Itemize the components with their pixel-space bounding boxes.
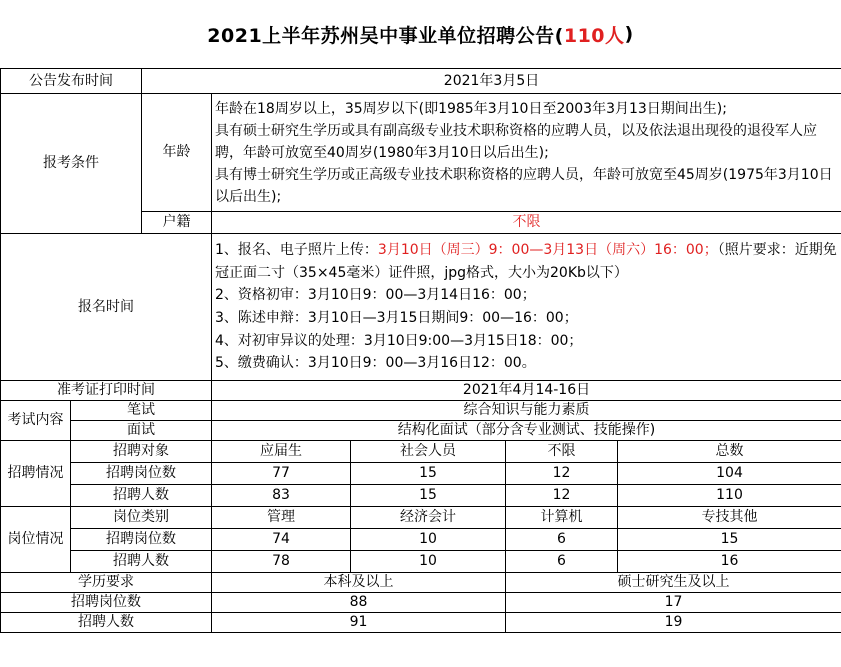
recruit-cell: 110 (618, 485, 841, 507)
age-line-3: 具有博士研究生学历或正高级专业技术职称资格的应聘人员，年龄可放宽至45周岁(1975年3月10日以后出生); (215, 166, 833, 205)
positions-header-3: 计算机 (506, 507, 618, 529)
recruit-header-1: 应届生 (212, 441, 351, 463)
education-cell: 88 (212, 593, 506, 613)
recruit-header-2: 社会人员 (351, 441, 506, 463)
registration-details (212, 234, 841, 381)
positions-header-1: 管理 (212, 507, 351, 529)
conditions-label: 报考条件 (1, 94, 142, 234)
table-row (1, 463, 841, 485)
row-age (1, 94, 841, 212)
education-header-0: 学历要求 (1, 573, 212, 593)
positions-cell: 6 (506, 551, 618, 573)
announcement-table (0, 68, 841, 633)
announce-value: 2021年3月5日 (142, 69, 841, 94)
recruit-row-label: 招聘人数 (71, 485, 212, 507)
hukou-label: 户籍 (142, 212, 212, 234)
page-title (0, 0, 841, 68)
positions-cell: 15 (618, 529, 841, 551)
positions-header-0: 岗位类别 (71, 507, 212, 529)
age-line-2: 具有硕士研究生学历或具有副高级专业技术职称资格的应聘人员，以及依法退出现役的退役军人应聘，年龄可放宽至40周岁(1980年3月10日以后出生); (215, 122, 817, 161)
table-row (1, 613, 841, 633)
reg-item1-highlight: 3月10日（周三）9：00—3月13日（周六）16：00； (377, 242, 718, 259)
registration-item-4: 4、对初审异议的处理：3月10日9:00—3月15日18：00； (215, 332, 583, 349)
recruit-cell: 12 (506, 463, 618, 485)
recruit-header-4: 总数 (618, 441, 841, 463)
recruit-label: 招聘情况 (1, 441, 71, 507)
reg-item1-prefix: 1、报名、电子照片上传： (215, 242, 378, 259)
exam-interview-label: 面试 (71, 421, 212, 441)
age-requirements (212, 94, 841, 212)
positions-label: 岗位情况 (1, 507, 71, 573)
row-announce (1, 69, 841, 94)
recruit-cell: 15 (351, 485, 506, 507)
registration-item-1 (215, 239, 838, 284)
age-line-1: 年龄在18周岁以上，35周岁以下(即1985年3月10日至2003年3月13日期间出生); (215, 100, 727, 117)
recruit-cell: 15 (351, 463, 506, 485)
registration-label: 报名时间 (1, 234, 212, 381)
row-positions-header (1, 507, 841, 529)
positions-cell: 16 (618, 551, 841, 573)
education-row-label: 招聘岗位数 (1, 593, 212, 613)
admission-label: 准考证打印时间 (1, 381, 212, 401)
education-cell: 17 (506, 593, 841, 613)
recruit-cell: 104 (618, 463, 841, 485)
hukou-value: 不限 (212, 212, 841, 234)
age-label: 年龄 (142, 94, 212, 212)
recruit-row-label: 招聘岗位数 (71, 463, 212, 485)
positions-cell: 10 (351, 551, 506, 573)
exam-label: 考试内容 (1, 401, 71, 441)
registration-item-3: 3、陈述申辩：3月10日—3月15日期间9：00—16：00； (215, 310, 578, 326)
exam-interview-value: 结构化面试（部分含专业测试、技能操作) (212, 421, 841, 441)
row-recruit-header (1, 441, 841, 463)
title-close: ) (624, 23, 634, 45)
title-count: 110人 (563, 24, 625, 47)
row-exam-interview (1, 421, 841, 441)
table-row (1, 593, 841, 613)
announce-label: 公告发布时间 (1, 69, 142, 94)
registration-item-2: 2、资格初审：3月10日9：00—3月14日16：00； (215, 287, 536, 304)
table-row (1, 551, 841, 573)
positions-cell: 78 (212, 551, 351, 573)
recruit-cell: 12 (506, 485, 618, 507)
row-exam-written (1, 401, 841, 421)
education-header-1: 本科及以上 (212, 573, 506, 593)
positions-cell: 74 (212, 529, 351, 551)
row-registration (1, 234, 841, 381)
recruit-header-0: 招聘对象 (71, 441, 212, 463)
admission-value: 2021年4月14-16日 (212, 381, 841, 401)
recruit-cell: 77 (212, 463, 351, 485)
positions-row-label: 招聘人数 (71, 551, 212, 573)
education-header-2: 硕士研究生及以上 (506, 573, 841, 593)
recruit-cell: 83 (212, 485, 351, 507)
registration-item-5: 5、缴费确认：3月10日9：00—3月16日12：00。 (215, 355, 536, 372)
row-admission (1, 381, 841, 401)
exam-written-value: 综合知识与能力素质 (212, 401, 841, 421)
positions-cell: 6 (506, 529, 618, 551)
recruit-header-3: 不限 (506, 441, 618, 463)
title-main: 2021上半年苏州吴中事业单位招聘公告( (207, 24, 564, 47)
positions-row-label: 招聘岗位数 (71, 529, 212, 551)
education-cell: 91 (212, 613, 506, 633)
row-education-header (1, 573, 841, 593)
reg-item1-suffix: （照片要求：近期免冠正面二寸（35×45毫米）证件照，jpg格式，大小为20Kb以下） (215, 242, 837, 281)
education-cell: 19 (506, 613, 841, 633)
exam-written-label: 笔试 (71, 401, 212, 421)
table-row (1, 529, 841, 551)
positions-header-4: 专技其他 (618, 507, 841, 529)
education-row-label: 招聘人数 (1, 613, 212, 633)
positions-header-2: 经济会计 (351, 507, 506, 529)
positions-cell: 10 (351, 529, 506, 551)
table-row (1, 485, 841, 507)
